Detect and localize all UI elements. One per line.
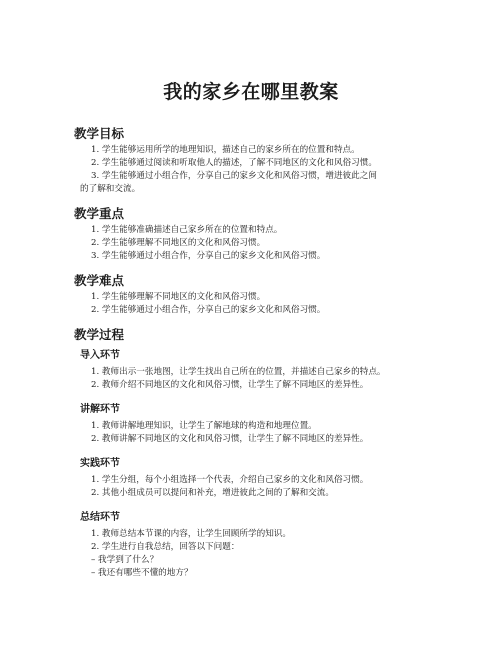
subsection-heading-summary: 总结环节: [80, 512, 120, 523]
list-item: 1. 学生分组，每个小组选择一个代表，介绍自己家乡的文化和风俗习惯。: [91, 475, 369, 485]
list-item: 1. 学生能够运用所学的地理知识，描述自己的家乡所在的位置和特点。: [91, 145, 360, 155]
document-title: 我的家乡在哪里教案: [163, 81, 339, 103]
list-item: 1. 学生能够准确描述自己家乡所在的位置和特点。: [91, 225, 283, 235]
list-item: 1. 教师讲解地理知识，让学生了解地球的构造和地理位置。: [91, 421, 317, 431]
list-subitem: – 我还有哪些不懂的地方？: [91, 568, 193, 578]
section-heading-process: 教学过程: [74, 327, 125, 342]
list-item: 2. 教师讲解不同地区的文化和风俗习惯，让学生了解不同地区的差异性。: [91, 434, 369, 444]
list-item: 2. 学生进行自我总结，回答以下问题：: [91, 542, 240, 552]
list-item: 1. 教师总结本节课的内容，让学生回顾所学的知识。: [91, 529, 291, 539]
list-item: 2. 教师介绍不同地区的文化和风俗习惯，让学生了解不同地区的差异性。: [91, 380, 369, 390]
section-heading-key-points: 教学重点: [74, 206, 125, 221]
list-item: 3. 学生能够通过小组合作，分享自己的家乡文化和风俗习惯。: [91, 251, 326, 261]
list-item: 1. 教师出示一张地图，让学生找出自己所在的位置，并描述自己家乡的特点。: [91, 367, 386, 377]
list-item-continuation: 的了解和交流。: [80, 184, 141, 194]
subsection-heading-lecture: 讲解环节: [80, 404, 120, 415]
subsection-heading-intro: 导入环节: [80, 350, 120, 361]
list-item: 1. 学生能够理解不同地区的文化和风俗习惯。: [91, 292, 266, 302]
section-heading-difficulties: 教学难点: [74, 273, 125, 288]
list-item: 2. 其他小组成员可以提问和补充，增进彼此之间的了解和交流。: [91, 488, 334, 498]
subsection-heading-practice: 实践环节: [80, 458, 120, 469]
list-item: 2. 学生能够理解不同地区的文化和风俗习惯。: [91, 238, 266, 248]
list-item: 2. 学生能够通过小组合作，分享自己的家乡文化和风俗习惯。: [91, 305, 326, 315]
list-subitem: – 我学到了什么？: [91, 555, 159, 565]
list-item: 3. 学生能够通过小组合作，分享自己的家乡文化和风俗习惯，增进彼此之间: [91, 171, 377, 181]
list-item: 2. 学生能够通过阅读和听取他人的描述，了解不同地区的文化和风俗习惯。: [91, 158, 377, 168]
section-heading-objectives: 教学目标: [74, 126, 125, 141]
